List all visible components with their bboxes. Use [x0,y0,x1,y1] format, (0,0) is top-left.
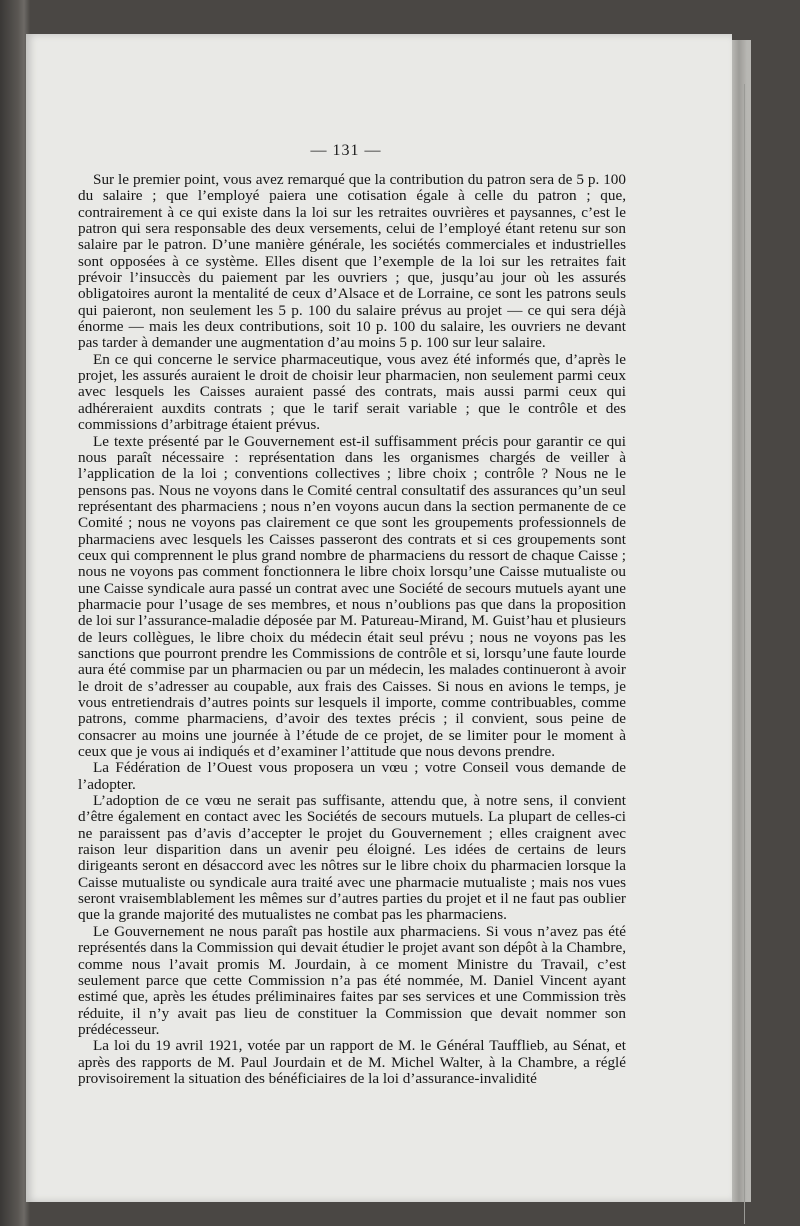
paragraph-5: L’adoption de ce vœu ne serait pas suffisante, attendu que, à notre sens, il convient d’être également en contact avec les Sociétés de secours mutuels. La plupart de celles-ci ne paraissent pas d’avis d’accepter le projet du Gouvernement ; elles craignent avec raison leur disparition dans un avenir peu éloigné. Les idées de certains de leurs dirigeants seront en désaccord avec les nôtres sur le libre choix du pharmacien lorsque la Caisse mutualiste ou syndicale aura traité avec une pharmacie mutualiste ; mais nos vues seront vraisemblablement les mêmes sur d’autres parties du projet et il ne faut pas oublier que la grande majorité des mutualistes ne combat pas les pharmaciens. [78,792,626,924]
paragraph-2: En ce qui concerne le service pharmaceutique, vous avez été informés que, d’après le projet, les assurés auraient le droit de choisir leur pharmacien, non seulement parmi ceux avec lesquels les Caisses auraient passé des contrats, mais aussi parmi ceux qui adhéreraient auxdits contrats ; que le tarif serait variable ; que le contrôle et des commissions d’arbitrage étaient prévus. [78,350,626,434]
paragraph-6: Le Gouvernement ne nous paraît pas hostile aux pharmaciens. Si vous n’avez pas été représentés dans la Commission qui devait étudier le projet avant son dépôt à la Chambre, comme nous l’avait promis M. Jourdain, à ce moment Ministre du Travail, c’est seulement parce que cette Commission n’a pas été nommée, M. Daniel Vincent ayant estimé que, après les études préliminaires faites par ses services et une Commission très réduite, il n’y avait pas lieu de constituer la Commission que devait nommer son prédécesseur. [78,922,626,1038]
paragraph-4: La Fédération de l’Ouest vous proposera un vœu ; votre Conseil vous demande de l’adopter. [78,759,626,793]
paragraph-3: Le texte présenté par le Gouvernement est-il suffisamment précis pour garantir ce qui nous paraît nécessaire : représentation dans les organismes chargés de veiller à l’application de la loi ; conventions collectives ; libre choix ; contrôle ? Nous ne le pensons pas. Nous ne voyons dans le Comité central consultatif des assurances qu’un seul représentant des pharmaciens ; nous n’en voyons aucun dans la section permanente de ce Comité ; nous ne voyons pas clairement ce que sont les groupements professionnels de pharmaciens avec lesquels les Caisses passeront des contrats et si ces groupements sont ceux qui comprennent le plus grand nombre de pharmaciens du ressort de chaque Caisse ; nous ne voyons pas comment fonctionnera le libre choix lorsqu’une Caisse mutualiste ou une Caisse syndicale aura passé un contrat avec une Société de secours mutuels ayant une pharmacie pour l’usage de ses membres, et nous n’oublions pas que dans la proposition de loi sur l’assurance-maladie déposée par M. Patureau-Mirand, M. Guist’hau et plusieurs de leurs collègues, le libre choix du médecin était seul prévu ; nous ne voyons pas les sanctions que pourront prendre les Commissions de contrôle et si, lorsqu’une faute lourde aura été commise par un pharmacien ou par un médecin, les malades continueront à avoir le droit de s’adresser au coupable, aux frais des Caisses. Si nous en avions le temps, je vous entretiendrais d’autres points sur lesquels il importe, comme contribuables, comme patrons, comme pharmaciens, d’avoir des textes précis ; il convient, sous peine de consacrer au moins une journée à l’étude de ce projet, de se limiter pour le moment à ceux que je vous ai indiqués et d’examiner l’attitude que nous devons prendre. [78,432,626,761]
page-number: — 131 — [310,142,382,159]
page-body [78,172,626,1087]
paragraph-7: La loi du 19 avril 1921, votée par un rapport de M. le Général Taufflieb, au Sénat, et après des rapports de M. Paul Jourdain et de M. Michel Walter, à la Chambre, a réglé provisoirement la situation des bénéficiaires de la loi d’assurance-invalidité [78,1037,626,1087]
page-margin-rule [744,84,745,1224]
paragraph-1: Sur le premier point, vous avez remarqué que la contribution du patron sera de 5 p. 100 du salaire ; que l’employé paiera une cotisation égale à celle du patron ; que, contrairement à ce qui existe dans la loi sur les retraites ouvrières et paysannes, c’est le patron qui sera responsable des deux versements, celui de l’employé étant retenu sur son salaire par le patron. D’une manière générale, les sociétés commerciales et industrielles sont opposées à ce système. Elles disent que l’exemple de la loi sur les retraites fait prévoir l’insuccès du paiement par les ouvriers ; que, jusqu’au jour où les assurés obligatoires auront la mentalité de ceux d’Alsace et de Lorraine, ce sont les patrons seuls qui paieront, non seulement les 5 p. 100 du salaire prévus au projet — ce qui sera déjà énorme — mais les deux contributions, soit 10 p. 100 du salaire, les ouvriers ne devant pas tarder à demander une augmentation d’au moins 5 p. 100 sur leur salaire. [78,171,626,352]
book-page [26,34,732,1202]
